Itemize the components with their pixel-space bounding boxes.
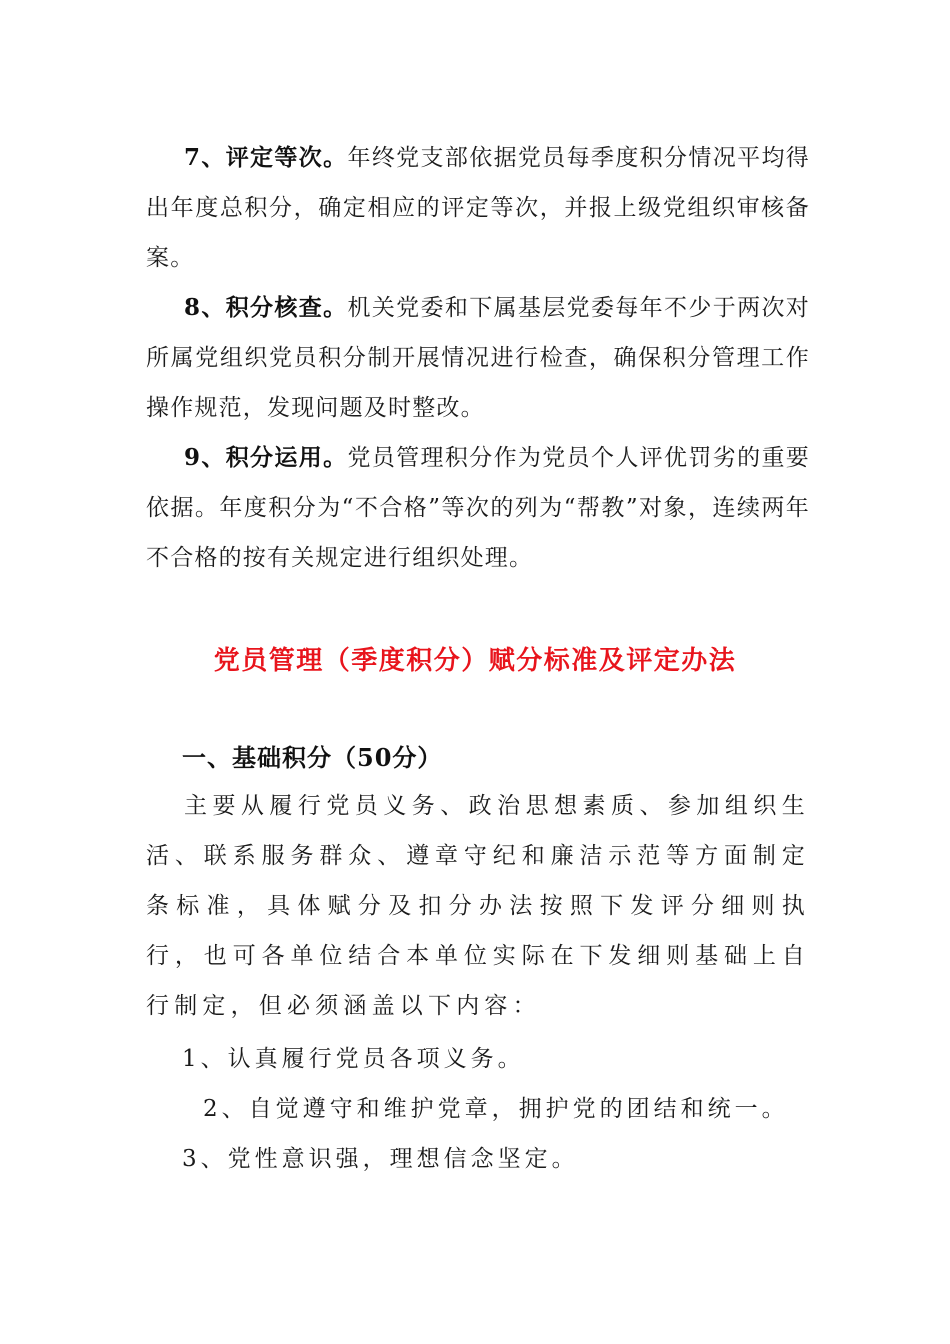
list-item: 2、自觉遵守和维护党章，拥护党的团结和统一。 (203, 1096, 789, 1122)
heading-basic-points: 一、基础积分（50分） (182, 743, 443, 772)
paragraph-7-lead: 7、评定等次。 (184, 144, 348, 171)
paragraph-7 (146, 133, 810, 283)
paragraph-8 (146, 283, 810, 433)
section-title: 党员管理（季度积分）赋分标准及评定办法 (213, 646, 737, 676)
paragraph-8-lead: 8、积分核查。 (184, 294, 348, 321)
basic-points-description: 主要从履行党员义务、政治思想素质、参加组织生活、联系服务群众、遵章守纪和廉洁示范等方面制定条标准，具体赋分及扣分办法按照下发评分细则执行，也可各单位结合本单位实际在下发细则基础上自行制定，但必须涵盖以下内容： (146, 793, 810, 1019)
paragraph-8-body: 机关党委和下属基层党委每年不少于两次对所属党组织党员积分制开展情况进行检查，确保积分管理工作操作规范，发现问题及时整改。 (146, 295, 810, 421)
paragraph-9-body: 党员管理积分作为党员个人评优罚劣的重要依据。年度积分为“不合格”等次的列为“帮教”对象，连续两年不合格的按有关规定进行组织处理。 (146, 445, 810, 571)
list-item: 3、党性意识强，理想信念坚定。 (182, 1146, 579, 1172)
paragraph-9 (146, 433, 810, 583)
paragraph-7-body: 年终党支部依据党员每季度积分情况平均得出年度总积分，确定相应的评定等次，并报上级党组织审核备案。 (146, 145, 810, 271)
list-item: 1、认真履行党员各项义务。 (182, 1046, 525, 1072)
paragraph-9-lead: 9、积分运用。 (184, 444, 348, 471)
